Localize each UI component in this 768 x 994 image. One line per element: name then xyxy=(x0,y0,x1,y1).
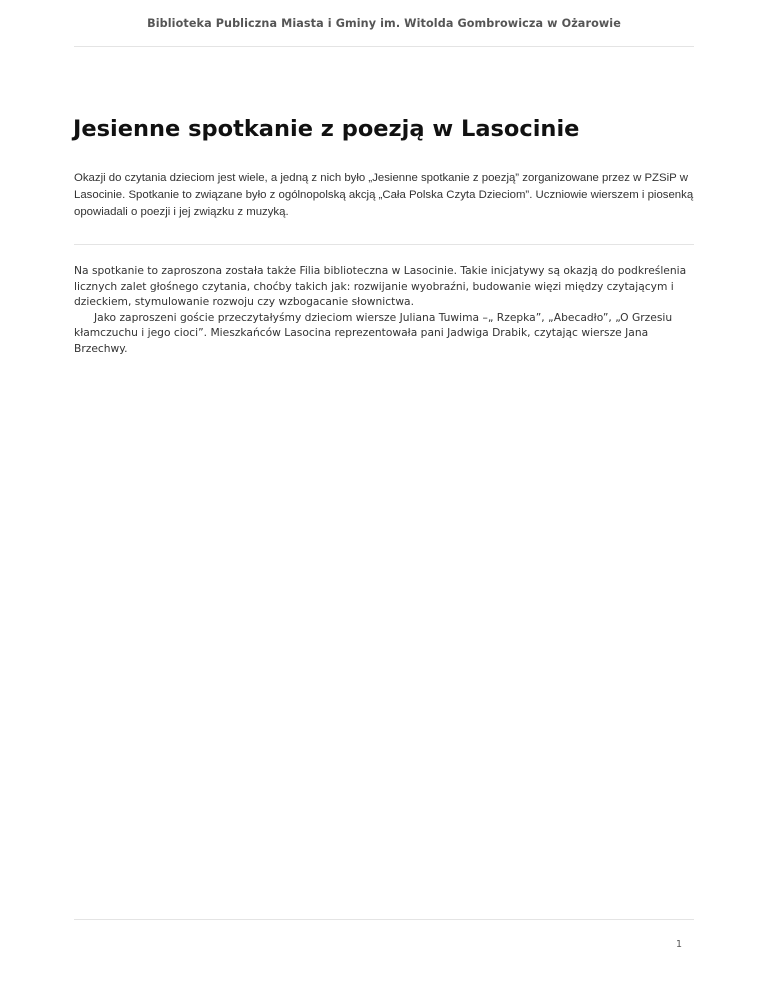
library-name: Biblioteka Publiczna Miasta i Gminy im. Witolda Gombrowicza w Ożarowie xyxy=(147,17,621,30)
article-title: Jesienne spotkanie z poezją w Lasocinie xyxy=(73,116,580,142)
body-paragraph-1: Na spotkanie to zaproszona została także Filia biblioteczna w Lasocinie. Takie inicjatywy są okazją do podkreślenia licznych zalet głośnego czytania, choćby takich jak: rozwijanie wyobraźni, budowanie więzi między czytającym i dzieckiem, stymulowanie rozwoju czy wzbogacanie słownictwa. xyxy=(74,264,687,308)
body-paragraph-2: Jako zaproszeni goście przeczytałyśmy dzieciom wiersze Juliana Tuwima –„ Rzepka”, „Abecadło”, „O Grzesiu kłamczuchu i jego cioci”. Mieszkańców Lasocina reprezentowała pani Jadwiga Drabik, czytając wiersze Jana Brzechwy. xyxy=(74,310,673,355)
article-body xyxy=(74,263,694,356)
footer-divider xyxy=(74,919,694,920)
section-divider xyxy=(74,244,694,245)
page-number: 1 xyxy=(675,939,682,950)
page-header xyxy=(74,0,694,47)
article-intro: Okazji do czytania dzieciom jest wiele, a jedną z nich było „Jesienne spotkanie z poezją” zorganizowane przez w PZSiP w Lasocinie. Spotkanie to związane było z ogólnopolską akcją „Cała Polska Czyta Dzieciom”. Uczniowie wierszem i piosenką opowiadali o poezji i jej związku z muzyką. xyxy=(74,172,694,218)
